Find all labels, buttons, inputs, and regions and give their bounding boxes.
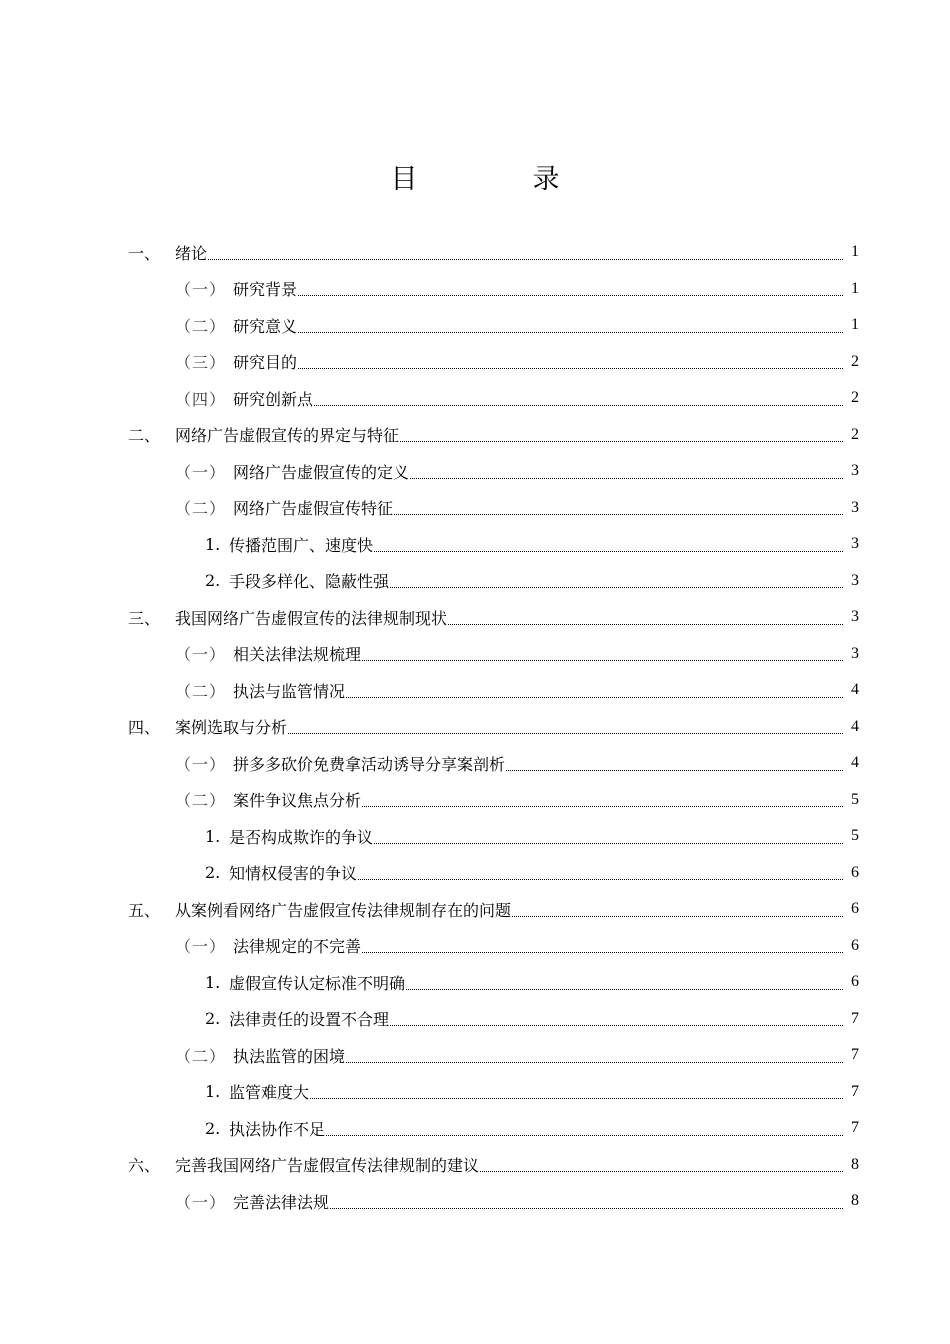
toc-entry-label: 虚假宣传认定标准不明确 xyxy=(229,973,406,993)
toc-entry-level-3[interactable] xyxy=(0,1074,950,1111)
toc-dot-leader xyxy=(298,368,843,369)
toc-entry-text xyxy=(205,861,357,884)
toc-page-number: 5 xyxy=(851,790,859,808)
toc-dot-leader xyxy=(298,295,843,296)
toc-entry-number: 三、 xyxy=(128,608,161,628)
toc-entry-level-2[interactable] xyxy=(0,636,950,673)
toc-entry-number: 四、 xyxy=(128,718,161,738)
toc-entry-number: （二） xyxy=(175,499,227,519)
toc-entry-number: 六、 xyxy=(128,1156,161,1176)
toc-entry-text xyxy=(128,423,399,446)
toc-entry-level-2[interactable] xyxy=(0,344,950,381)
toc-page-number: 1 xyxy=(851,279,859,297)
toc-entry-number: 2. xyxy=(205,863,221,883)
toc-entry-text xyxy=(175,752,505,775)
toc-entry-text xyxy=(175,496,393,519)
toc-dot-leader xyxy=(362,660,843,661)
toc-entry-number: （一） xyxy=(175,462,227,482)
toc-dot-leader xyxy=(298,332,843,333)
toc-entry-number: （一） xyxy=(175,937,227,957)
toc-entry-number: （一） xyxy=(175,1192,227,1212)
toc-page-number: 2 xyxy=(851,425,859,443)
toc-entry-level-1[interactable] xyxy=(0,891,950,928)
toc-entry-text xyxy=(205,569,389,592)
toc-page-number: 3 xyxy=(851,498,859,516)
toc-page-number: 4 xyxy=(851,754,859,772)
toc-entry-label: 法律规定的不完善 xyxy=(233,937,362,957)
toc-entry-level-2[interactable] xyxy=(0,380,950,417)
toc-dot-leader xyxy=(330,1208,843,1209)
toc-entry-level-3[interactable] xyxy=(0,563,950,600)
toc-dot-leader xyxy=(374,551,843,552)
toc-dot-leader xyxy=(406,989,843,990)
toc-entry-text xyxy=(205,1117,325,1140)
toc-entry-label: 案例选取与分析 xyxy=(175,718,288,738)
toc-page-number: 4 xyxy=(851,681,859,699)
toc-entry-label: 完善我国网络广告虚假宣传法律规制的建议 xyxy=(175,1156,480,1176)
toc-entry-text xyxy=(175,1190,329,1213)
toc-entry-label: 我国网络广告虚假宣传的法律规制现状 xyxy=(175,608,448,628)
toc-entry-number: （二） xyxy=(175,316,227,336)
toc-entry-text xyxy=(175,277,297,300)
toc-entry-label: 完善法律法规 xyxy=(233,1192,330,1212)
toc-dot-leader xyxy=(448,624,843,625)
toc-entry-level-2[interactable] xyxy=(0,672,950,709)
toc-dot-leader xyxy=(362,952,843,953)
page-title: 目 录 xyxy=(390,164,604,195)
toc-entry-text xyxy=(205,1080,309,1103)
toc-entry-level-2[interactable] xyxy=(0,1183,950,1220)
toc-entry-level-3[interactable] xyxy=(0,1001,950,1038)
toc-entry-text xyxy=(128,1153,479,1176)
toc-entry-level-2[interactable] xyxy=(0,1037,950,1074)
toc-dot-leader xyxy=(394,514,843,515)
toc-page-number: 3 xyxy=(851,571,859,589)
toc-entry-label: 监管难度大 xyxy=(229,1083,310,1103)
toc-entry-text xyxy=(128,715,287,738)
toc-entry-number: 2. xyxy=(205,1009,221,1029)
toc-entry-text xyxy=(175,387,313,410)
toc-entry-label: 执法与监管情况 xyxy=(233,681,346,701)
toc-entry-text xyxy=(175,934,361,957)
toc-page-number: 3 xyxy=(851,462,859,480)
toc-entry-label: 传播范围广、速度快 xyxy=(229,535,374,555)
toc-entry-label: 网络广告虚假宣传特征 xyxy=(233,499,394,519)
toc-entry-label: 执法监管的困境 xyxy=(233,1046,346,1066)
toc-entry-label: 法律责任的设置不合理 xyxy=(229,1010,390,1030)
toc-entry-text xyxy=(128,241,207,264)
toc-page-number: 7 xyxy=(851,1046,859,1064)
toc-entry-label: 绪论 xyxy=(175,243,208,263)
toc-entry-text xyxy=(175,642,361,665)
toc-dot-leader xyxy=(390,587,843,588)
toc-entry-text xyxy=(205,825,373,848)
toc-page-number: 5 xyxy=(851,827,859,845)
toc-entry-number: （一） xyxy=(175,754,227,774)
toc-dot-leader xyxy=(506,770,843,771)
toc-entry-label: 是否构成欺诈的争议 xyxy=(229,827,374,847)
toc-dot-leader xyxy=(400,441,843,442)
toc-page-number: 8 xyxy=(851,1155,859,1173)
toc-page-number: 3 xyxy=(851,535,859,553)
toc-entry-level-2[interactable] xyxy=(0,271,950,308)
toc-entry-level-2[interactable] xyxy=(0,928,950,965)
toc-entry-label: 从案例看网络广告虚假宣传法律规制存在的问题 xyxy=(175,900,512,920)
toc-entry-label: 研究创新点 xyxy=(233,389,314,409)
toc-entry-number: 1. xyxy=(205,1082,221,1102)
toc-entry-label: 相关法律法规梳理 xyxy=(233,645,362,665)
toc-entry-text xyxy=(175,788,361,811)
toc-entry-text xyxy=(128,898,511,921)
toc-entry-number: （一） xyxy=(175,280,227,300)
toc-entry-number: （二） xyxy=(175,1046,227,1066)
toc-entry-number: 2. xyxy=(205,1118,221,1138)
toc-entry-level-1[interactable] xyxy=(0,417,950,454)
toc-dot-leader xyxy=(358,879,843,880)
toc-entry-number: 一、 xyxy=(128,243,161,263)
toc-entry-text xyxy=(175,1044,345,1067)
toc-entry-level-2[interactable] xyxy=(0,453,950,490)
toc-entry-text xyxy=(175,460,409,483)
toc-entry-label: 手段多样化、隐蔽性强 xyxy=(229,572,390,592)
toc-dot-leader xyxy=(326,1135,843,1136)
toc-dot-leader xyxy=(512,916,843,917)
toc-page-number: 6 xyxy=(851,900,859,918)
toc-dot-leader xyxy=(208,259,843,260)
toc-page-number: 7 xyxy=(851,1119,859,1137)
toc-entry-text xyxy=(205,533,373,556)
toc-dot-leader xyxy=(314,405,843,406)
toc-entry-number: （三） xyxy=(175,353,227,373)
toc-entry-label: 案件争议焦点分析 xyxy=(233,791,362,811)
toc-entry-number: （四） xyxy=(175,389,227,409)
toc-entry-number: 2. xyxy=(205,571,221,591)
toc-page-number: 6 xyxy=(851,973,859,991)
toc-entry-number: （二） xyxy=(175,681,227,701)
toc-page-number: 1 xyxy=(851,243,859,261)
toc-entry-level-1[interactable] xyxy=(0,1147,950,1184)
toc-dot-leader xyxy=(390,1025,843,1026)
toc-entry-number: （一） xyxy=(175,645,227,665)
toc-entry-level-2[interactable] xyxy=(0,745,950,782)
toc-page-number: 2 xyxy=(851,389,859,407)
toc-entry-number: 五、 xyxy=(128,900,161,920)
toc-page-number: 6 xyxy=(851,863,859,881)
toc-entry-level-3[interactable] xyxy=(0,964,950,1001)
table-of-contents xyxy=(0,234,950,1220)
toc-entry-number: 1. xyxy=(205,534,221,554)
toc-entry-label: 网络广告虚假宣传的定义 xyxy=(233,462,410,482)
toc-page-number: 3 xyxy=(851,608,859,626)
toc-entry-level-2[interactable] xyxy=(0,307,950,344)
toc-page-number: 6 xyxy=(851,936,859,954)
toc-entry-number: 二、 xyxy=(128,426,161,446)
toc-page-number: 1 xyxy=(851,316,859,334)
toc-entry-text xyxy=(175,314,297,337)
toc-entry-label: 知情权侵害的争议 xyxy=(229,864,358,884)
toc-dot-leader xyxy=(346,1062,843,1063)
toc-entry-level-3[interactable] xyxy=(0,818,950,855)
toc-entry-number: 1. xyxy=(205,826,221,846)
toc-entry-level-1[interactable] xyxy=(0,709,950,746)
toc-entry-level-3[interactable] xyxy=(0,526,950,563)
toc-entry-level-3[interactable] xyxy=(0,1110,950,1147)
toc-dot-leader xyxy=(310,1098,843,1099)
toc-dot-leader xyxy=(480,1171,843,1172)
toc-entry-level-1[interactable] xyxy=(0,599,950,636)
toc-dot-leader xyxy=(410,478,843,479)
toc-entry-text xyxy=(175,679,345,702)
toc-page-number: 3 xyxy=(851,644,859,662)
toc-entry-label: 执法协作不足 xyxy=(229,1119,326,1139)
toc-entry-label: 研究意义 xyxy=(233,316,298,336)
toc-dot-leader xyxy=(346,697,843,698)
toc-entry-level-2[interactable] xyxy=(0,490,950,527)
toc-page-number: 8 xyxy=(851,1192,859,1210)
toc-dot-leader xyxy=(288,733,843,734)
toc-entry-level-3[interactable] xyxy=(0,855,950,892)
toc-entry-text xyxy=(175,350,297,373)
toc-entry-number: （二） xyxy=(175,791,227,811)
toc-page-number: 7 xyxy=(851,1082,859,1100)
toc-entry-label: 研究目的 xyxy=(233,353,298,373)
toc-dot-leader xyxy=(374,843,843,844)
toc-entry-text xyxy=(205,971,405,994)
toc-entry-label: 研究背景 xyxy=(233,280,298,300)
toc-entry-label: 网络广告虚假宣传的界定与特征 xyxy=(175,426,400,446)
toc-dot-leader xyxy=(362,806,843,807)
toc-entry-text xyxy=(128,606,447,629)
toc-entry-text xyxy=(205,1007,389,1030)
toc-page-number: 7 xyxy=(851,1009,859,1027)
toc-entry-label: 拼多多砍价免费拿活动诱导分享案剖析 xyxy=(233,754,506,774)
toc-entry-level-1[interactable] xyxy=(0,234,950,271)
toc-page-number: 2 xyxy=(851,352,859,370)
toc-page-number: 4 xyxy=(851,717,859,735)
toc-entry-level-2[interactable] xyxy=(0,782,950,819)
toc-entry-number: 1. xyxy=(205,972,221,992)
